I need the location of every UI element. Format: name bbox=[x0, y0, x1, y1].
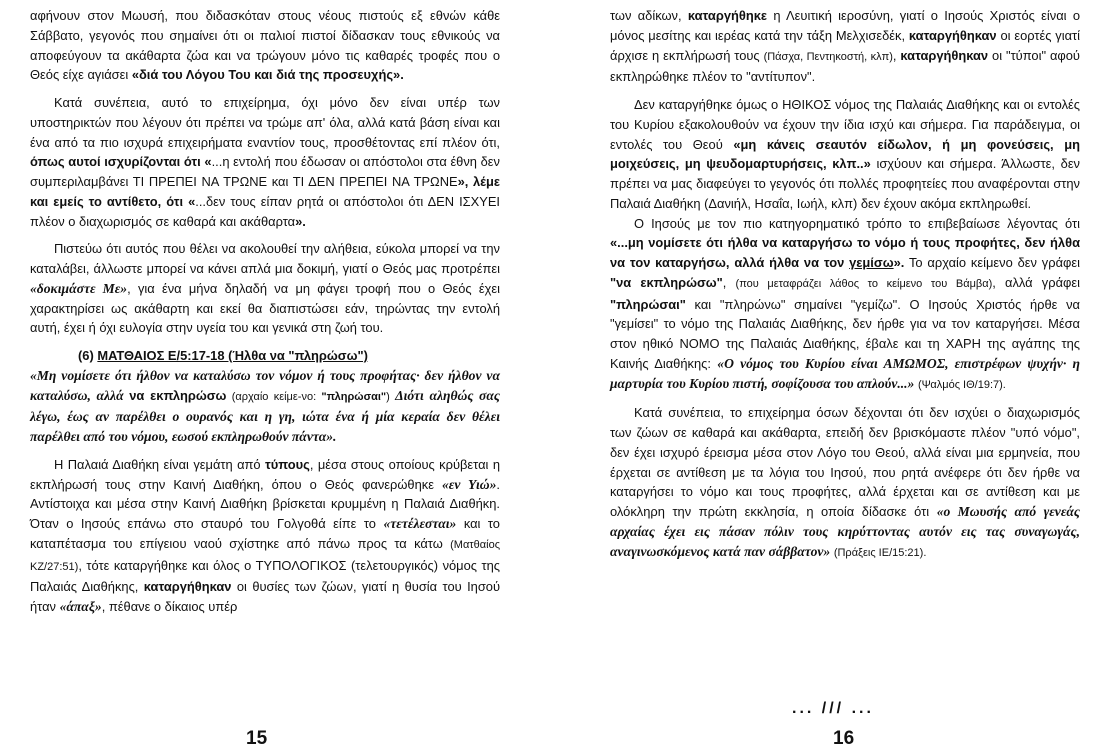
bold-text: καταργήθηκαν bbox=[900, 47, 989, 63]
text: Κατά συνέπεια, αυτό το επιχείρημα, όχι μόνο δεν είναι υπέρ των υποστηρικτών που λέγουν ότι πρέπει να τρώμε απ' όλα, αλλά κατά βάση είναι και ένα από τα πιο ισχυρά επιχειρήματα εναντίον τους, προσθέτοντας επί πλέον ότι, bbox=[30, 95, 500, 150]
text: Πιστεύω ότι αυτός που θέλει να ακολουθεί την αλήθεια, εύκολα μπορεί να την καταλάβει, άλλωστε μπορεί να κάνει απλά μια δοκιμή, γιατί ο Θεός μας προτρέπει bbox=[30, 241, 500, 276]
paragraph bbox=[610, 6, 1080, 87]
small-note: ) bbox=[386, 390, 396, 403]
quote-text: «τετέλεσται» bbox=[383, 516, 457, 531]
underlined-bold-text: γεμίσω bbox=[849, 255, 894, 270]
paragraph bbox=[30, 455, 500, 617]
text: , τότε καταργήθηκε και όλος ο ΤΥΠΟΛΟΓΙΚΟΣ (τελετουργικός) νόμος της Παλαιάς Διαθήκης, bbox=[30, 557, 500, 595]
scripture-quote bbox=[30, 366, 500, 447]
text: Η Παλαιά Διαθήκη είναι γεμάτη από bbox=[54, 456, 266, 472]
text: ...δεν τους είπαν ρητά οι απόστολοι ότι ΔΕΝ ΙΣΧΥΕΙ πλέον ο διαχωρισμός σε καθαρά και ακάθαρτα bbox=[30, 193, 500, 229]
small-note: (Πράξεις ΙΕ/15:21). bbox=[833, 546, 927, 559]
bold-text: να εκπληρώσω bbox=[129, 387, 227, 403]
small-note: (αρχαίο κείμε-νο: bbox=[226, 390, 322, 403]
bold-text: ». bbox=[295, 213, 306, 229]
quote-text: «δοκιμάστε Με» bbox=[30, 280, 128, 296]
paragraph bbox=[30, 6, 500, 85]
quote-text: «ο Μωυσής από γενεάς αρχαίας έχει εις πάσαν πόλιν τους κηρύττοντας αυτόν εις τας συναγωγάς, αναγινωσκόμενος κατά παν σάββατον» bbox=[610, 504, 1080, 559]
left-page bbox=[30, 6, 500, 617]
text: , μέσα στους οποίους κρύβεται η εκπλήρωσή τους στην Καινή Διαθήκη, όπου ο Θεός φανερώθηκε bbox=[30, 456, 500, 492]
text: η Λευιτική ιεροσύνη, γιατί ο Ιησούς Χριστός είναι ο μόνος μεσίτης και ιερέας κατά την τάξη Μελχισεδέκ, bbox=[610, 8, 1080, 43]
text: , πέθανε ο δίκαιος υπέρ bbox=[101, 599, 238, 614]
bold-text: καταργήθηκαν bbox=[143, 579, 232, 595]
right-page bbox=[610, 6, 1080, 563]
text: των αδίκων, bbox=[610, 8, 688, 23]
text: ισχύουν και σήμερα. Άλλωστε, δεν πρέπει να μας διαφεύγει το γεγονός ότι πολλές προφητείες που αναφέρονται στην Παλαιά Διαθήκη (Δανιήλ, Ησαΐα, Ιωήλ, κλπ) δεν έχουν ακόμα εκπληρωθεί. bbox=[610, 156, 1081, 211]
text: οι θυσίες των ζώων, γιατί η θυσία του Ιησού ήταν bbox=[30, 579, 500, 614]
bold-text: "πληρώσαι" bbox=[321, 390, 387, 403]
paragraph bbox=[610, 214, 1080, 396]
text: ...η εντολή που έδωσαν οι απόστολοι στα έθνη δεν συμπεριλαμβάνει ΤΙ ΠΡΕΠΕΙ ΝΑ ΤΡΩΝΕ και ΤΙ ΔΕΝ ΠΡΕΠΕΙ ΝΑ ΤΡΩΝΕ bbox=[30, 154, 500, 189]
paragraph bbox=[30, 239, 500, 338]
text: , bbox=[892, 47, 901, 63]
small-note: (που μεταφράζει λάθος το κείμενο του Βάμβα) bbox=[735, 277, 993, 290]
text: οι εορτές γιατί άρχισε η εκπλήρωσή τους bbox=[610, 27, 1080, 63]
quote-text: «εν Υιώ» bbox=[442, 476, 497, 492]
text: Το αρχαίο κείμενο δεν γράφει bbox=[904, 255, 1080, 270]
bold-text: καταργήθηκε bbox=[687, 8, 768, 23]
small-note: (Ματθαίος ΚΖ/27:51) bbox=[30, 538, 500, 573]
text: . Αντίστοιχα και μέσα στην Καινή Διαθήκη βρίσκεται κρυμμένη η Παλαιά Διαθήκη. Όταν ο Ιησούς επάνω στο σταυρό του Γολγοθά είπε το bbox=[30, 476, 500, 531]
bold-text: ». bbox=[893, 255, 905, 270]
text: αφήνουν στον Μωυσή, που διδασκόταν στους νέους πιστούς εξ εθνών κάθε Σάββατο, γεγονός που σημαίνει ότι οι παλιοί πιστοί δίδασκαν τους εθνικούς να αποφεύγουν τα ακάθαρτα ζώα και να τρώγουν μόνο τις καθαρές τροφές που ο Θεός είχε αγιάσει bbox=[30, 8, 500, 83]
bold-text: «...μη νομίσετε ότι ήλθα να καταργήσω το νόμο ή τους προφήτες, δεν ήλθα να τον καταργήσω, αλλά ήλθα να τον bbox=[610, 235, 1080, 270]
bold-text: τύπους bbox=[265, 456, 310, 472]
bold-text: "πληρώσαι" bbox=[610, 296, 686, 312]
end-mark: ... /// ... bbox=[792, 700, 874, 717]
paragraph bbox=[610, 95, 1080, 214]
text: και το καταπέτασμα του επίγειου ναού σχίστηκε από πάνω προς τα κάτω bbox=[30, 516, 500, 551]
bold-text: "να εκπληρώσω" bbox=[610, 274, 723, 290]
text: , για ένα μήνα δηλαδή να μη φάγει τροφή που ο Θεός έχει χαρακτηρίσει ως ακάθαρτη και εκεί θα διαπιστώσει εάν, τηρώντας την εντολή αυτή, έχει ή όχι ευλογία στην υγεία του και γενικά στη ζωή του. bbox=[30, 280, 500, 336]
bold-text: όπως αυτοί ισχυρίζονται ότι « bbox=[30, 154, 212, 170]
text: Δεν καταργήθηκε όμως ο ΗΘΙΚΟΣ νόμος της Παλαιάς Διαθήκης και οι εντολές του Κυρίου εξακολουθούν να έχουν την ίδια ισχύ και σήμερα. Για παράδειγμα, οι εντολές του Θεού bbox=[610, 97, 1080, 152]
quote-text: Διότι αληθώς σας λέγω, έως αν παρέλθει ο ουρανός και η γη, ιώτα ένα ή μία κεραία δεν θέλει παρέλθει από του νόμου, εωσού εκπληρωθούν πάντα». bbox=[30, 387, 500, 444]
quote-text: «Μη νομίσετε ότι ήλθον να καταλύσω τον νόμον ή τους προφήτας· δεν ήλθον να καταλύσω, αλλά bbox=[30, 367, 500, 403]
bold-text: «διά του Λόγου Του και διά της προσευχής». bbox=[131, 67, 404, 83]
small-note: (Πάσχα, Πεντηκοστή, κλπ) bbox=[763, 50, 893, 63]
bold-text: », λέμε και εμείς το αντίθετο, ότι « bbox=[30, 174, 500, 209]
quote-text: «άπαξ» bbox=[59, 599, 102, 614]
section-heading bbox=[30, 346, 500, 366]
text: , bbox=[722, 274, 736, 290]
page-number-left: 15 bbox=[246, 728, 268, 749]
page-number-right: 16 bbox=[833, 728, 855, 749]
text: Κατά συνέπεια, το επιχείρημα όσων δέχονται ότι δεν ισχύει ο διαχωρισμός των ζώων σε καθαρά και ακάθαρτα, επειδή δεν βρισκόμαστε πλέον "υπό νόμο", δεν έχει ισχυρό έρεισμα μέσα στον Λόγο του Θεού, αλλά είναι μια ερμηνεία, που έρχεται σε αντίθεση με τα λόγια του Ιησού, που ρητά ανέφερε ότι δεν ήρθε να καταργήσει το νόμο και τους προφήτες, αλλά έρχεται και σε αντίθεση και με ολόκληρη την πρώτη εκκλησία, η οποία δίδασκε ότι bbox=[610, 405, 1080, 519]
small-note: (Ψαλμός ΙΘ/19:7). bbox=[917, 378, 1006, 391]
text: και "πληρώνω" σημαίνει "γεμίζω". Ο Ιησούς Χριστός ήρθε να "γεμίσει" το νόμο της Παλαιάς Διαθήκης, δεν ήρθε για να τον καταργήσει. Μέσα στον ηθικό ΝΟΜΟ της Παλαιάς Διαθήκης, έβαλε και τη ΧΑΡΗ της αγάπης της Καινής Διαθήκης: bbox=[610, 296, 1080, 371]
bold-text: καταργήθηκαν bbox=[908, 27, 997, 43]
quote-text: «Ο νόμος του Κυρίου είναι ΑΜΩΜΟΣ, επιστρέφων ψυχήν· η μαρτυρία του Κυρίου πιστή, σοφίζουσα του απλούν...» bbox=[610, 355, 1080, 391]
bold-text: «μη κάνεις σεαυτόν είδωλον, ή μη φονεύσεις, μη μοιχεύσεις, μη ψευδομαρτυρήσεις, κλπ..» bbox=[610, 136, 1080, 172]
text: Ο Ιησούς με τον πιο κατηγορηματικό τρόπο το επιβεβαίωσε λέγοντας ότι bbox=[634, 215, 1080, 231]
text: οι "τύποι" αφού εκπληρώθηκε πλέον το "αντίτυπον". bbox=[610, 47, 1080, 85]
text: , αλλά γράφει bbox=[992, 274, 1080, 290]
heading-title: ΜΑΤΘΑΙΟΣ Ε/5:17-18 (Ήλθα να "πληρώσω") bbox=[97, 348, 368, 363]
paragraph bbox=[30, 93, 500, 231]
heading-number: (6) bbox=[78, 348, 94, 363]
paragraph bbox=[610, 403, 1080, 563]
